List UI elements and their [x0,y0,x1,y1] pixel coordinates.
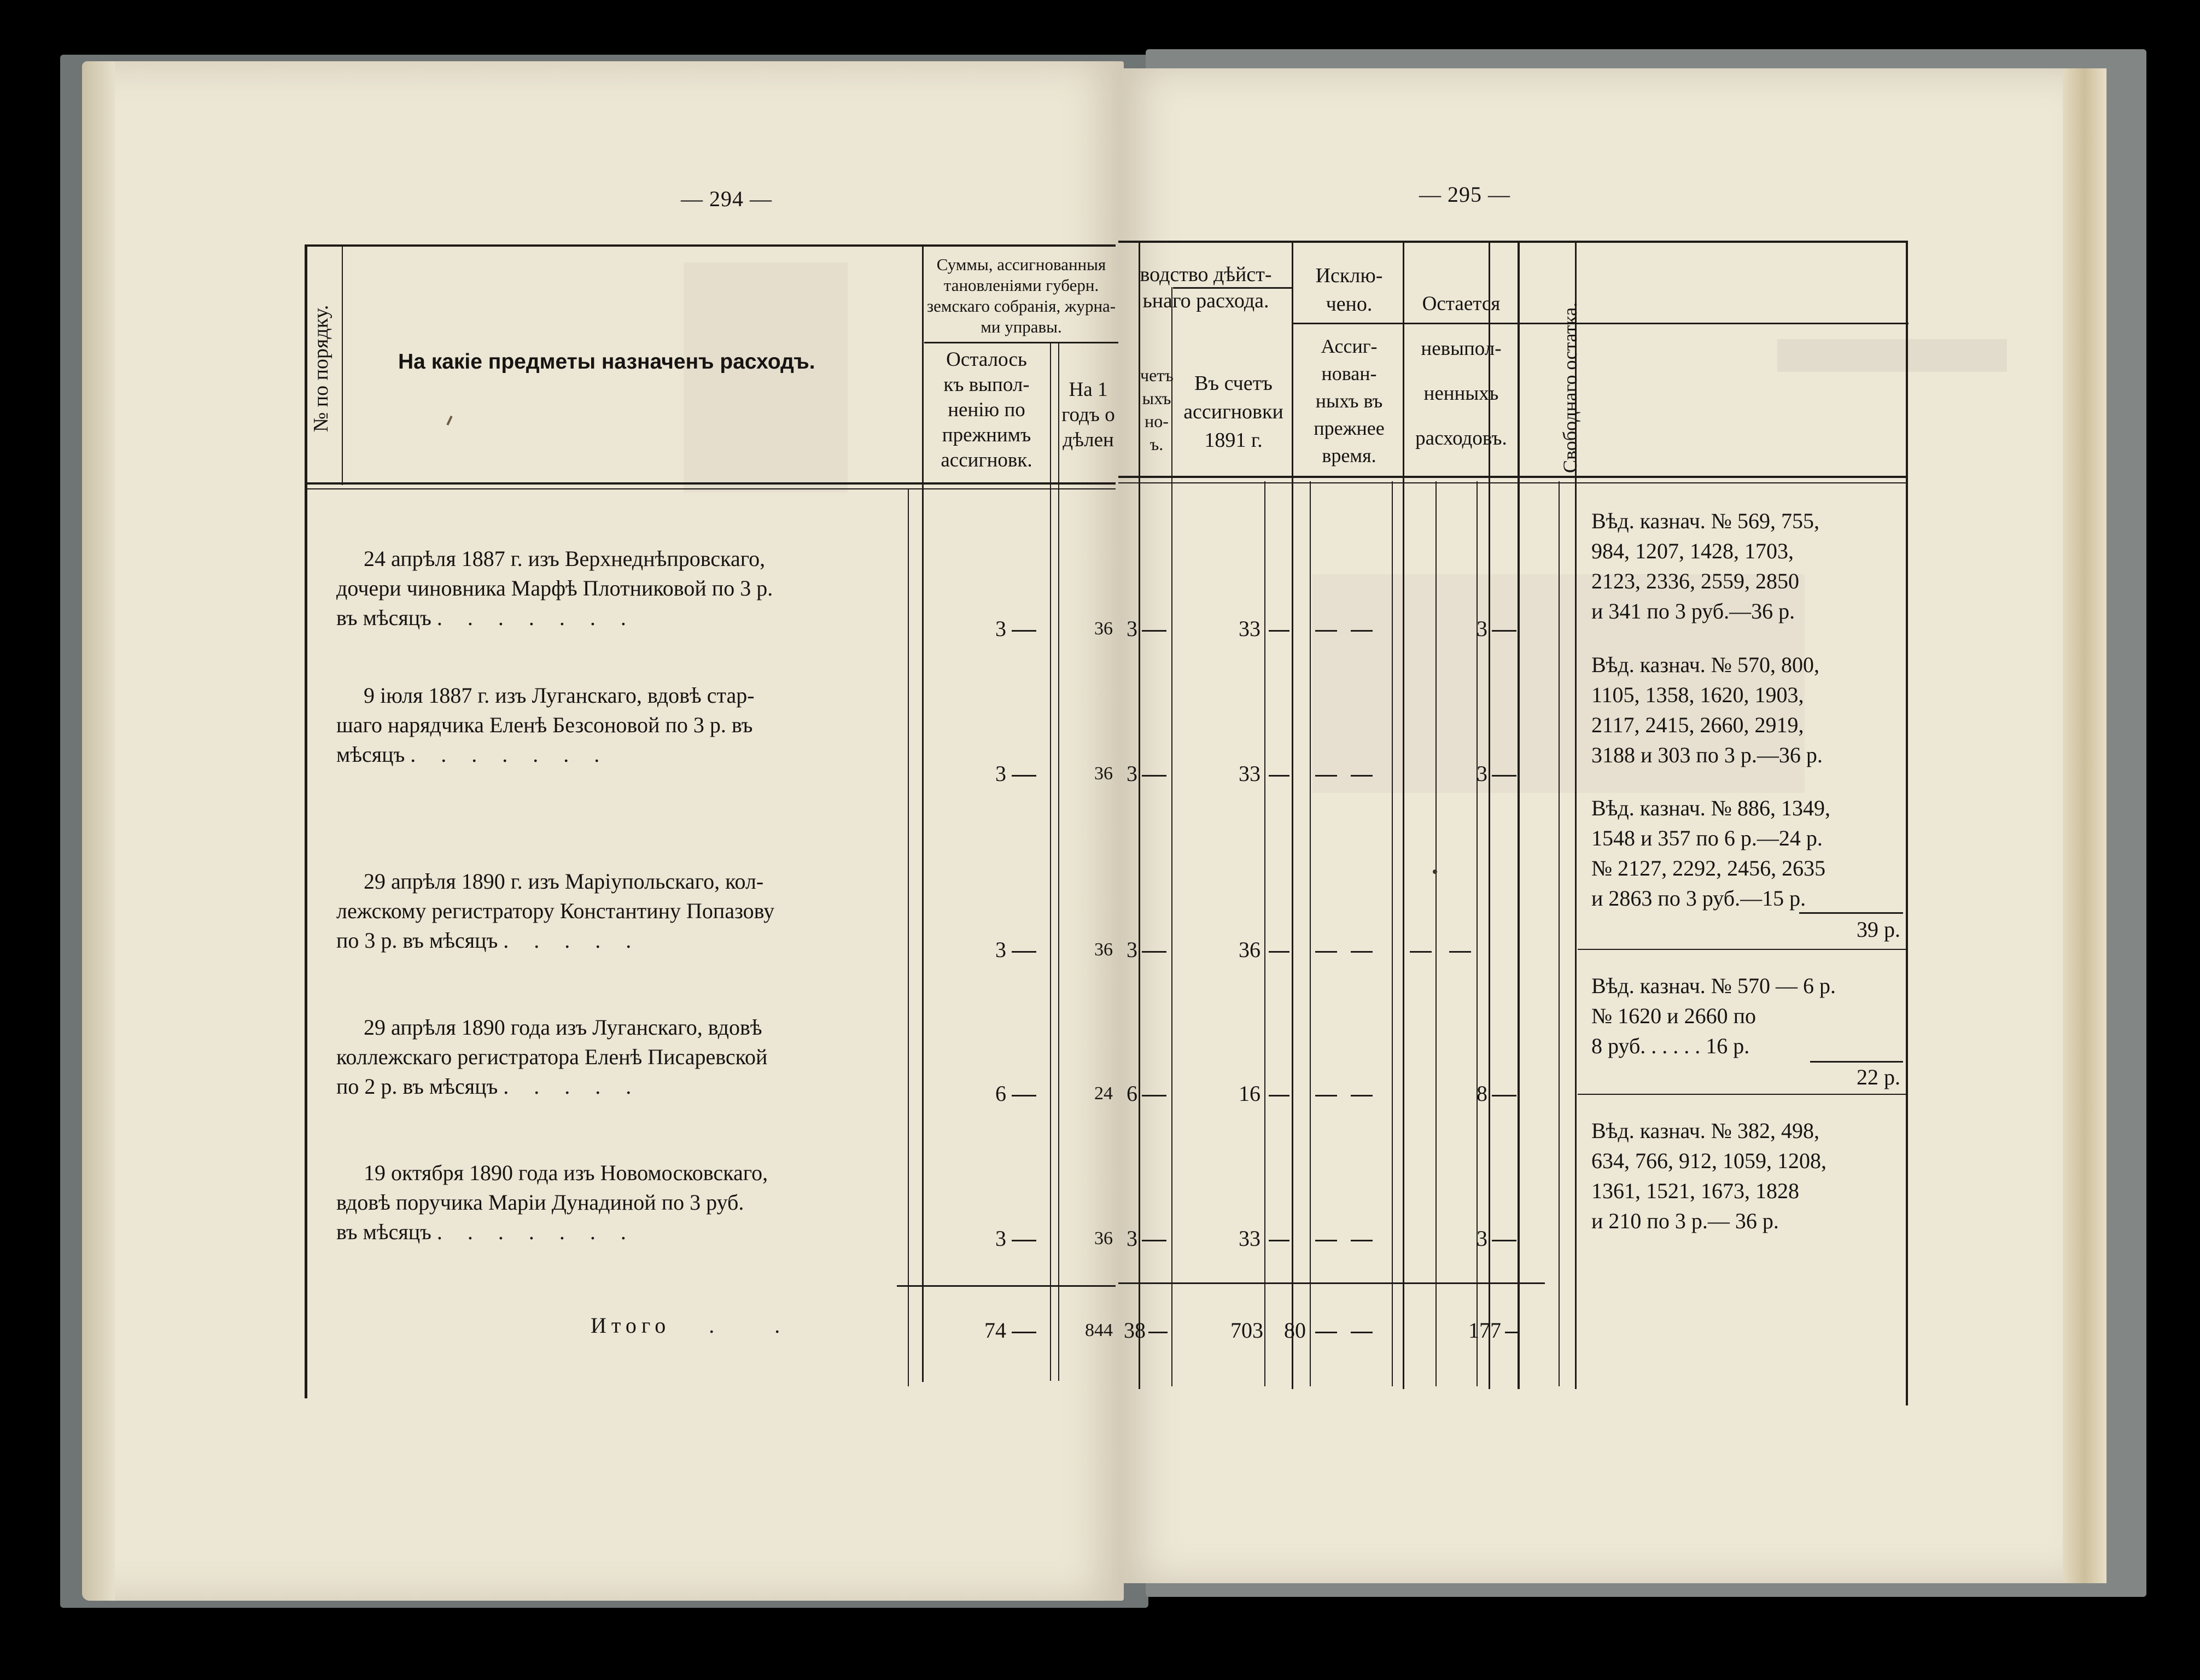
header-line: ассигновки [1183,400,1283,423]
cell-dash [1148,1332,1168,1333]
note-line: 634, 766, 912, 1059, 1208, [1591,1148,1826,1173]
header-line: годъ о [1061,404,1115,426]
cell-current: 36 [1094,940,1113,960]
entry-line [336,603,902,633]
entry-line-text: мѣсяцъ [336,742,405,767]
header-line: прежнимъ [942,424,1031,446]
cell-production: 6 [1127,1081,1137,1106]
cell-account-1891: 16 [1239,1081,1261,1106]
cell-dash [1269,951,1289,953]
header-remaining [923,347,1050,473]
entry-line: коллежскаго регистратора Еленѣ Писаревской [336,1045,768,1069]
header-line: водство дѣйст- [1140,263,1272,286]
cell-dash [1142,1095,1166,1096]
cell-remaining: 3 [995,761,1006,786]
cell-current: 36 [1094,1228,1113,1249]
cell-dash [1351,1240,1373,1241]
header-bottom-rule [306,488,1116,489]
header-line: Суммы, ассигнованныя [936,255,1106,274]
entry-line: 29 апрѣля 1890 года изъ Луганскаго, вдовѣ [364,1015,762,1040]
col-rule [1293,323,1909,324]
leader-dots: . . . . . . . [436,1220,636,1244]
header-line: но- [1145,411,1169,431]
cell-account-1891: 33 [1239,761,1261,786]
total-separator [1118,1282,1545,1284]
leader-dots: . . . . . [503,1074,641,1099]
entry-line: 19 октября 1890 года изъ Новомосковскаго, [364,1160,768,1185]
header-line: тановленіями губерн. [943,276,1099,295]
header-line: прежнее [1314,417,1385,439]
cell-dash [1269,1095,1289,1096]
entry-line: вдовѣ поручика Маріи Дунадиной по 3 руб. [336,1190,744,1215]
table-left-border [305,244,307,1398]
entry-line-text: по 2 р. въ мѣсяцъ [336,1074,498,1099]
header-account-1891 [1175,369,1292,454]
cell-dash [1315,775,1337,777]
header-excluded-sub [1295,332,1403,469]
header-line: дѣлен [1063,429,1114,451]
note-line: 8 руб. . . . . . 16 р. [1591,1034,1750,1058]
col-rule [1518,241,1520,1389]
entry-line [336,926,902,955]
note-line: 1548 и 357 по 6 р.—24 р. [1591,826,1823,850]
bleed-through-block [1777,339,2007,372]
header-line: ненію по [948,399,1025,421]
cell-dash [1315,1240,1337,1241]
treasury-note [1591,1116,1898,1236]
entry-line-text: въ мѣсяцъ [336,605,431,630]
cell-production: 3 [1127,761,1137,786]
cell-dash [1012,1095,1036,1096]
header-line: 1891 г. [1204,429,1263,452]
treasury-note [1591,793,1898,913]
ink-mark [1433,870,1437,874]
entry-text [336,1013,902,1101]
cell-dash [1492,1095,1516,1096]
cell-dash [1449,951,1471,953]
cell-dash [1012,1332,1036,1333]
leader-dots: . . . . . . . [436,605,636,630]
entry-line: 29 апрѣля 1890 г. изъ Маріупольскаго, кол- [364,869,764,894]
cell-dash [1012,1240,1036,1241]
cell-dash [1492,1240,1516,1241]
cell-dash [1315,630,1337,632]
entry-line [336,1217,902,1247]
col-rule [1559,481,1560,1386]
subtotal-rule [1799,912,1903,914]
cell-dash [1492,630,1516,632]
cell-dash [1351,951,1373,953]
page-number-left: — 294 — [681,186,772,211]
header-line: ныхъ въ [1315,390,1383,412]
col-rule [1392,481,1393,1386]
header-line: къ выпол- [943,374,1030,396]
page-number-right: — 295 — [1419,182,1510,207]
cell-dash [1142,951,1166,953]
entry-text [336,681,902,769]
header-line: Осталось [946,348,1027,371]
note-separator [1578,949,1906,950]
header-current-year [1061,377,1116,453]
header-remains [1404,282,1518,461]
note-line: и 2863 по 3 руб.—15 р. [1591,886,1806,911]
cell-remains: 3 [1477,1226,1487,1251]
col-rule [1050,342,1051,1381]
cell-dash [1315,1095,1337,1096]
note-subtotal: 22 р. [1857,1065,1900,1089]
table-top-rule [306,244,1116,247]
entry-line [336,740,902,769]
entry-text [336,544,902,633]
cell-dash [1142,1240,1166,1241]
note-line: Вѣд. казнач. № 886, 1349, [1591,796,1830,820]
total-account-1891: 703 [1230,1318,1263,1343]
header-line: ыхъ [1142,388,1171,408]
header-line: невыпол- [1421,337,1502,360]
header-line: нован- [1321,363,1377,384]
note-line: Вѣд. казнач. № 570 — 6 р. [1591,973,1836,998]
cell-dash [1505,1332,1519,1333]
header-line: Остается [1422,293,1501,315]
cell-account-1891: 33 [1239,616,1261,641]
cell-current: 36 [1094,619,1113,639]
entry-line [336,1072,902,1101]
header-line: ассигновк. [941,449,1032,471]
note-subtotal: 39 р. [1857,917,1900,942]
total-production: 38 [1124,1318,1146,1343]
note-separator [1578,1094,1906,1095]
cell-account-1891: 36 [1239,937,1261,962]
header-line: земскаго собранія, журна- [926,296,1116,316]
cell-remains: 3 [1477,616,1487,641]
cell-account-1891: 33 [1239,1226,1261,1251]
entry-text [336,1158,902,1247]
entry-line: дочери чиновника Марфѣ Плотниковой по 3 р. [336,576,773,600]
col-rule [924,342,1118,343]
note-line: Вѣд. казнач. № 382, 498, [1591,1118,1819,1143]
col-rule [1264,481,1265,1386]
header-line: ненныхъ [1423,382,1499,405]
entry-line: шаго нарядчика Еленѣ Безсоновой по 3 р. въ [336,713,753,737]
note-line: и 341 по 3 руб.—36 р. [1591,599,1795,623]
cell-dash [1269,1240,1289,1241]
treasury-note [1591,650,1898,770]
header-line: На 1 [1069,378,1108,401]
cell-dash [1012,630,1036,632]
cell-current: 24 [1094,1083,1113,1104]
total-label [591,1312,807,1338]
note-line: № 2127, 2292, 2456, 2635 [1591,856,1826,880]
entry-line-text: по 3 р. въ мѣсяцъ [336,928,498,953]
treasury-note [1591,971,1898,1061]
col-rule [342,244,343,485]
header-line: четъ [1140,365,1174,385]
cell-remains: 8 [1477,1081,1487,1106]
cell-production: 3 [1127,616,1137,641]
leader-dots: . . . . . [503,928,641,953]
header-line: Въ счетъ [1194,372,1273,395]
cell-dash [1410,951,1432,953]
note-line: Вѣд. казнач. № 570, 800, [1591,652,1819,677]
col-rule [1906,241,1908,1405]
cell-production: 3 [1127,1226,1137,1251]
header-line: Ассиг- [1321,335,1378,357]
header-line: чено. [1326,293,1373,316]
cell-dash [1269,775,1289,777]
cell-dash [1351,1095,1373,1096]
entry-line: лежскому регистратору Константину Попазову [336,899,775,923]
header-account-old [1140,364,1173,456]
cell-dash [1269,630,1289,632]
header-sums-group [924,254,1118,337]
col-rule [1310,481,1311,1386]
col-rule [908,489,909,1386]
header-bottom-rule [1118,476,1906,478]
header-bottom-rule [306,482,1116,485]
cell-dash [1351,630,1373,632]
leader-dots: . . . . . . . [410,742,610,767]
subtotal-rule [1810,1061,1903,1063]
cell-dash [1492,775,1516,777]
total-remains: 177 [1468,1318,1501,1343]
note-line: 3188 и 303 по 3 р.—36 р. [1591,743,1823,767]
note-line: 2117, 2415, 2660, 2919, [1591,713,1804,737]
cell-production: 3 [1127,937,1137,962]
cell-dash [1142,630,1166,632]
cell-dash [1315,1332,1337,1333]
bleed-through-block [684,262,848,492]
cell-remaining: 3 [995,937,1006,962]
header-line: ъ. [1149,434,1164,454]
header-line: Исклю- [1315,264,1383,287]
cell-dash [1012,951,1036,953]
total-current: 844 [1085,1320,1113,1340]
header-line: ми управы. [981,317,1062,336]
note-line: и 210 по 3 р.— 36 р. [1591,1209,1779,1233]
treasury-note [1591,506,1898,626]
cell-dash [1351,1332,1373,1333]
cell-dash [1142,775,1166,777]
entry-line: 24 апрѣля 1887 г. изъ Верхнеднѣпровскаго, [364,546,766,571]
header-line: ьнаго расхода. [1142,289,1269,312]
cell-remaining: 3 [995,616,1006,641]
col-rule [1435,481,1437,1386]
page-right-edge [2063,68,2106,1583]
cell-remaining: 3 [995,1226,1006,1251]
cell-remains: 3 [1477,761,1487,786]
header-line: расходовъ. [1415,427,1507,450]
note-line: 984, 1207, 1428, 1703, [1591,539,1794,563]
cell-dash [1351,775,1373,777]
header-line: время. [1322,445,1376,466]
cell-dash [1315,951,1337,953]
header-free-balance: Свободнаго остатка. [1559,302,1581,473]
note-line: 1361, 1521, 1673, 1828 [1591,1179,1799,1203]
total-remaining: 74 [984,1318,1006,1343]
total-kopecks: 80 [1284,1318,1306,1343]
entry-line: 9 іюля 1887 г. изъ Луганскаго, вдовѣ стар- [364,683,755,708]
header-bottom-rule [1118,482,1906,483]
page-left-edge [82,61,115,1601]
header-production-group [1121,261,1291,314]
note-line: 1105, 1358, 1620, 1903, [1591,682,1804,707]
note-line: № 1620 и 2660 по [1591,1004,1756,1028]
cell-remaining: 6 [995,1081,1006,1106]
header-row-number: № по порядку. [310,305,332,432]
total-label-text: Итого [591,1313,671,1338]
total-separator [897,1285,1116,1287]
header-subject: На какіе предметы назначенъ расходъ. [398,350,815,374]
header-excluded [1295,261,1403,318]
leader-dots: . . [709,1313,808,1338]
table-top-rule [1118,241,1906,243]
entry-text [336,867,902,955]
entry-line-text: въ мѣсяцъ [336,1220,431,1244]
col-rule [1058,342,1059,1381]
cell-dash [1012,775,1036,777]
note-line: Вѣд. казнач. № 569, 755, [1591,509,1819,533]
note-line: 2123, 2336, 2559, 2850 [1591,569,1799,593]
cell-current: 36 [1094,763,1113,784]
